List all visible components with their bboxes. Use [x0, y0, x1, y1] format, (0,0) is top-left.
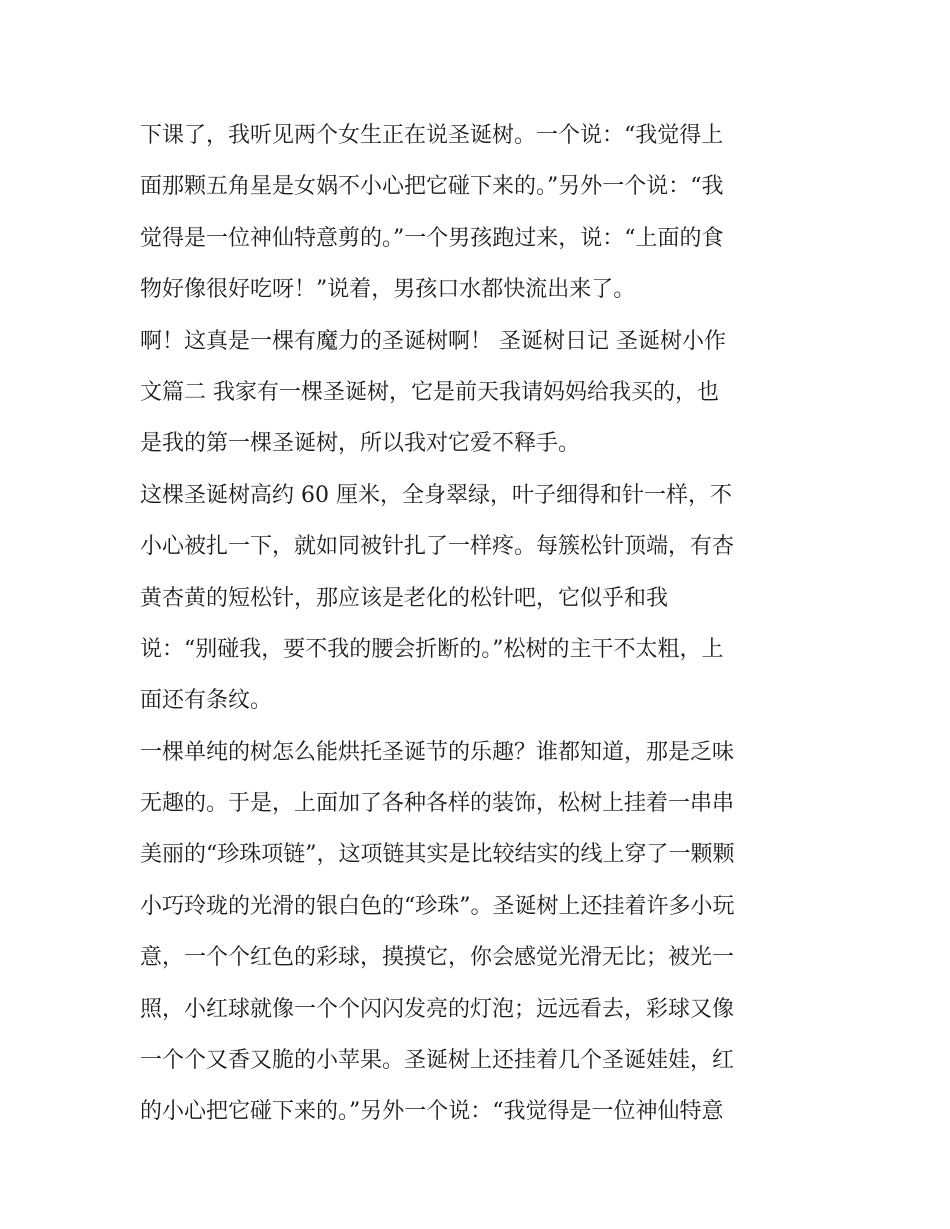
text-line: 无趣的。于是，上面加了各种各样的装饰，松树上挂着一串串 — [140, 791, 735, 817]
text-line: 面还有条纹。 — [140, 688, 273, 714]
text-line: 一棵单纯的树怎么能烘托圣诞节的乐趣？谁都知道，那是乏味 — [140, 739, 735, 765]
text-line: 是我的第一棵圣诞树，所以我对它爱不释手。 — [140, 431, 581, 457]
text-line: 文篇二 我家有一棵圣诞树，它是前天我请妈妈给我买的，也 — [140, 379, 719, 405]
text-line: 黄杏黄的短松针，那应该是老化的松针吧，它似乎和我 — [140, 585, 669, 611]
text-line: 面那颗五角星是女娲不小心把它碰下来的。”另外一个说：“我 — [140, 174, 724, 200]
text-line: 的小心把它碰下来的。”另外一个说：“我觉得是一位神仙特意 — [140, 1099, 724, 1125]
text-line: 下课了，我听见两个女生正在说圣诞树。一个说：“我觉得上 — [140, 123, 724, 148]
text-line: 一个个又香又脆的小苹果。圣诞树上还挂着几个圣诞娃娃，红 — [140, 1048, 735, 1074]
text-line: 啊！这真是一棵有魔力的圣诞树啊！ 圣诞树日记 圣诞树小作 — [140, 328, 726, 354]
text-line: 物好像很好吃呀！”说着，男孩口水都快流出来了。 — [140, 277, 636, 303]
text-line: 这棵圣诞树高约 60 厘米，全身翠绿，叶子细得和针一样，不 — [140, 482, 732, 508]
text-line: 意，一个个红色的彩球，摸摸它，你会感觉光滑无比；被光一 — [140, 945, 735, 971]
document-body — [140, 110, 820, 1138]
text-line: 美丽的“珍珠项链”，这项链其实是比较结实的线上穿了一颗颗 — [140, 842, 735, 868]
text-line: 觉得是一位神仙特意剪的。”一个男孩跑过来，说：“上面的食 — [140, 225, 724, 251]
text-line: 小巧玲珑的光滑的银白色的“珍珠”。圣诞树上还挂着许多小玩 — [140, 893, 735, 919]
text-line: 照，小红球就像一个个闪闪发亮的灯泡；远远看去，彩球又像 — [140, 996, 735, 1022]
text-line: 说：“别碰我，要不我的腰会折断的。”松树的主干不太粗，上 — [140, 636, 724, 662]
text-line: 小心被扎一下，就如同被针扎了一样疼。每簇松针顶端，有杏 — [140, 534, 735, 560]
